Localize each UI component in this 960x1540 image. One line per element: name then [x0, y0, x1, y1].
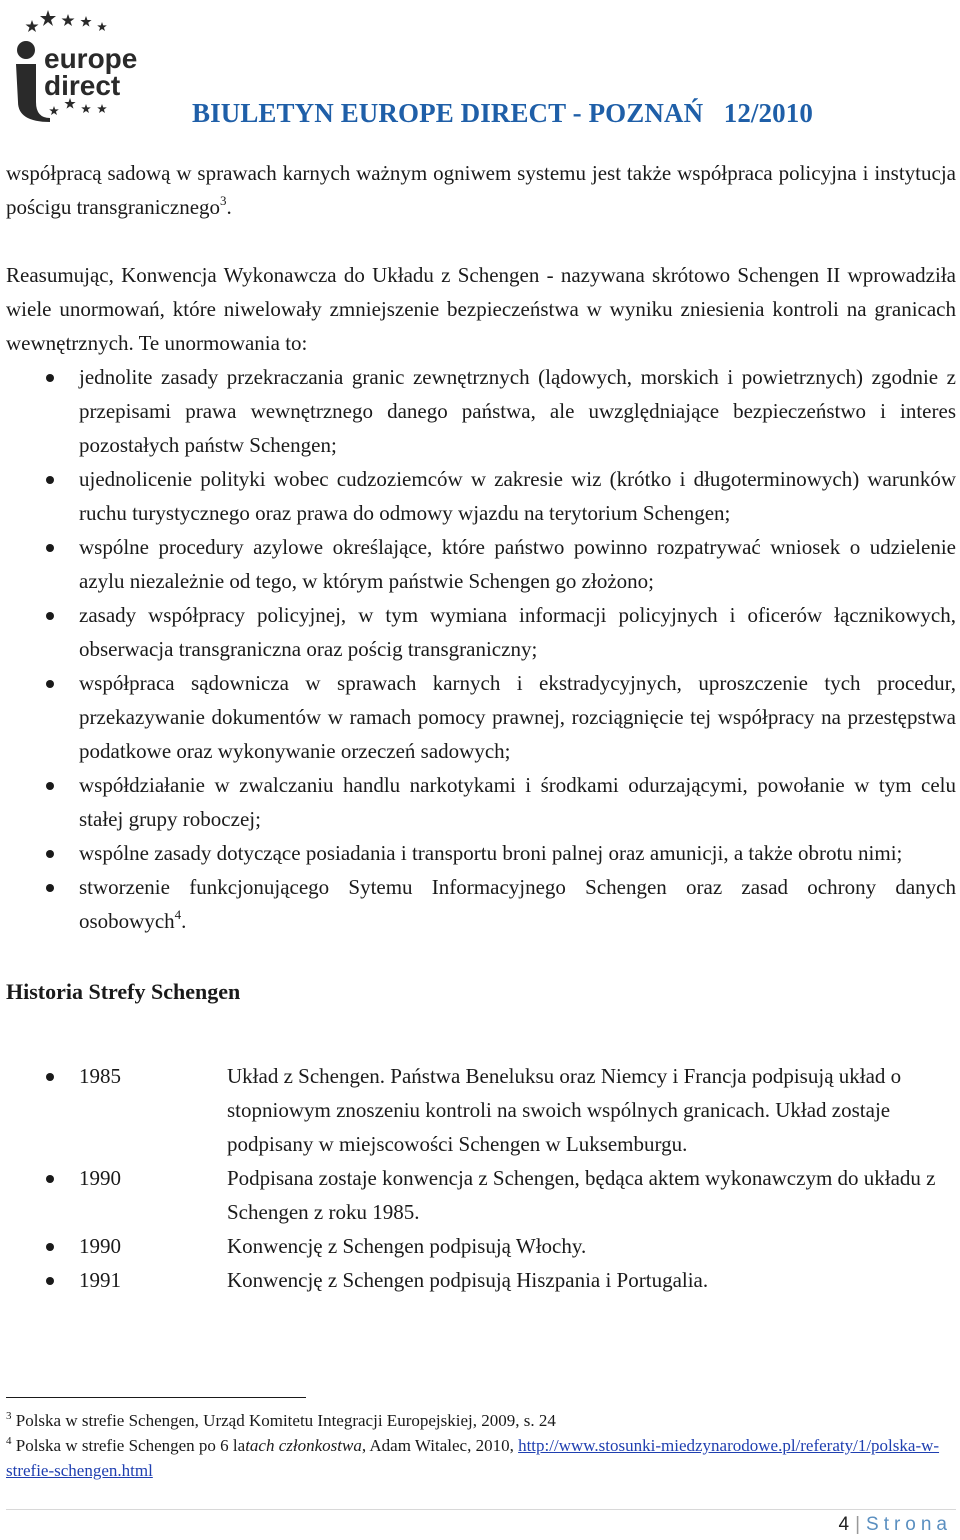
- paragraph-intro-text: współpracą sadową w sprawach karnych ważnym ogniwem systemu jest także współpraca policyjna i instytucja pościgu transgranicznego: [6, 161, 956, 219]
- timeline-item: [6, 1161, 956, 1229]
- footnote-text: Polska w strefie Schengen po 6 la: [15, 1436, 246, 1455]
- footnote-text: Polska w strefie Schengen, Urząd Komitetu Integracji Europejskiej, 2009, s. 24: [15, 1411, 556, 1430]
- page-number-value: 4: [838, 1514, 850, 1535]
- timeline-year: 1985: [79, 1064, 121, 1088]
- timeline-text: Konwencję z Schengen podpisują Hiszpania i Portugalia.: [227, 1268, 709, 1292]
- list-item: współpraca sądownicza w sprawach karnych i ekstradycyjnych, uproszczenie tych procedur, przekazywanie dokumentów w ramach pomocy prawnej, rozciągnięcie tej współpracy na przestępstwa podatkowe oraz wykonywanie orzeczeń sadowych;: [6, 666, 956, 768]
- footnote-3: [6, 1408, 956, 1433]
- paragraph-intro-end: .: [226, 195, 232, 219]
- bulletin-title: BIULETYN EUROPE DIRECT - POZNAŃ 12/2010: [192, 98, 813, 128]
- list-item: wspólne zasady dotyczące posiadania i transportu broni palnej oraz amunicji, a także obrotu nimi;: [6, 836, 956, 870]
- footnote-4: [6, 1433, 956, 1483]
- europe-direct-logo-graphic: [10, 6, 150, 124]
- history-timeline: [6, 1059, 956, 1297]
- footnote-text-cont: , Adam Witalec, 2010,: [361, 1436, 519, 1455]
- logo-word-direct: direct: [44, 70, 121, 101]
- list-item: zasady współpracy policyjnej, w tym wymiana informacji policyjnych i oficerów łącznikowych, obserwacja transgraniczna oraz pościg transgraniczny;: [6, 598, 956, 666]
- timeline-year: 1990: [79, 1166, 121, 1190]
- footnote-ref-3: 3: [220, 193, 227, 208]
- list-item: wspólne procedury azylowe określające, które państwo powinno rozpatrywać wniosek o udzielenie azylu niezależnie od tego, w którym państwie Schengen go złożono;: [6, 530, 956, 598]
- list-item-end: .: [181, 909, 187, 933]
- timeline-text: Układ z Schengen. Państwa Beneluksu oraz Niemcy i Francja podpisują układ o stopniowym znoszeniu kontroli na swoich wspólnych granicach. Układ zostaje podpisany w miejscowości Schengen w Luksemburgu.: [227, 1064, 902, 1156]
- page-footer-divider: [6, 1509, 956, 1510]
- page-label: Strona: [866, 1514, 952, 1535]
- timeline-item: [6, 1059, 956, 1161]
- timeline-item: [6, 1229, 956, 1263]
- paragraph-intro: [6, 156, 956, 224]
- list-item: [6, 870, 956, 938]
- footnote-italic: tach członkostwa: [245, 1436, 362, 1455]
- footnotes: [6, 1408, 956, 1483]
- list-item: ujednolicenie polityki wobec cudzoziemców w zakresie wiz (krótko i długoterminowych) warunków ruchu turystycznego oraz prawa do odmowy wjazdu na terytorium Schengen;: [6, 462, 956, 530]
- list-item-text: stworzenie funkcjonującego Sytemu Informacyjnego Schengen oraz zasad ochrony danych osobowych: [79, 875, 956, 933]
- footnote-number: 3: [6, 1410, 12, 1422]
- list-item: współdziałanie w zwalczaniu handlu narkotykami i środkami odurzającymi, powołanie w tym celu stałej grupy roboczej;: [6, 768, 956, 836]
- timeline-year: 1991: [79, 1268, 121, 1292]
- regulations-list: [6, 360, 956, 938]
- footnote-number: 4: [6, 1435, 12, 1447]
- footnote-link[interactable]: http://www.stosunki-miedzynarodowe.pl/referaty/1/polska-w-strefie-schengen.html: [6, 1436, 940, 1480]
- logo-word-europe: europe: [44, 43, 138, 74]
- timeline-text: Konwencję z Schengen podpisują Włochy.: [227, 1234, 587, 1258]
- paragraph-summary: Reasumując, Konwencja Wykonawcza do Układu z Schengen - nazywana skrótowo Schengen II wprowadziła wiele unormowań, które niwelowały zmniejszenie bezpieczeństwa w wyniku zniesienia kontroli na granicach wewnętrznych. Te unormowania to:: [6, 263, 956, 355]
- timeline-text: Podpisana zostaje konwencja z Schengen, będąca aktem wykonawczym do układu z Schengen z roku 1985.: [227, 1166, 936, 1224]
- page-number-separator: |: [855, 1514, 861, 1535]
- main-content: [6, 156, 956, 1297]
- section-heading: Historia Strefy Schengen: [6, 979, 241, 1004]
- footnote-ref-4: 4: [174, 907, 182, 922]
- europe-direct-logo: [10, 6, 150, 124]
- footnote-divider: [6, 1397, 306, 1398]
- timeline-item: [6, 1263, 956, 1297]
- timeline-year: 1990: [79, 1234, 121, 1258]
- list-item: jednolite zasady przekraczania granic zewnętrznych (lądowych, morskich i powietrznych) zgodnie z przepisami prawa wewnętrznego danego państwa, ale uwzględniające bezpieczeństwo i interes pozostałych państw Schengen;: [6, 360, 956, 462]
- page-number: [839, 1514, 953, 1536]
